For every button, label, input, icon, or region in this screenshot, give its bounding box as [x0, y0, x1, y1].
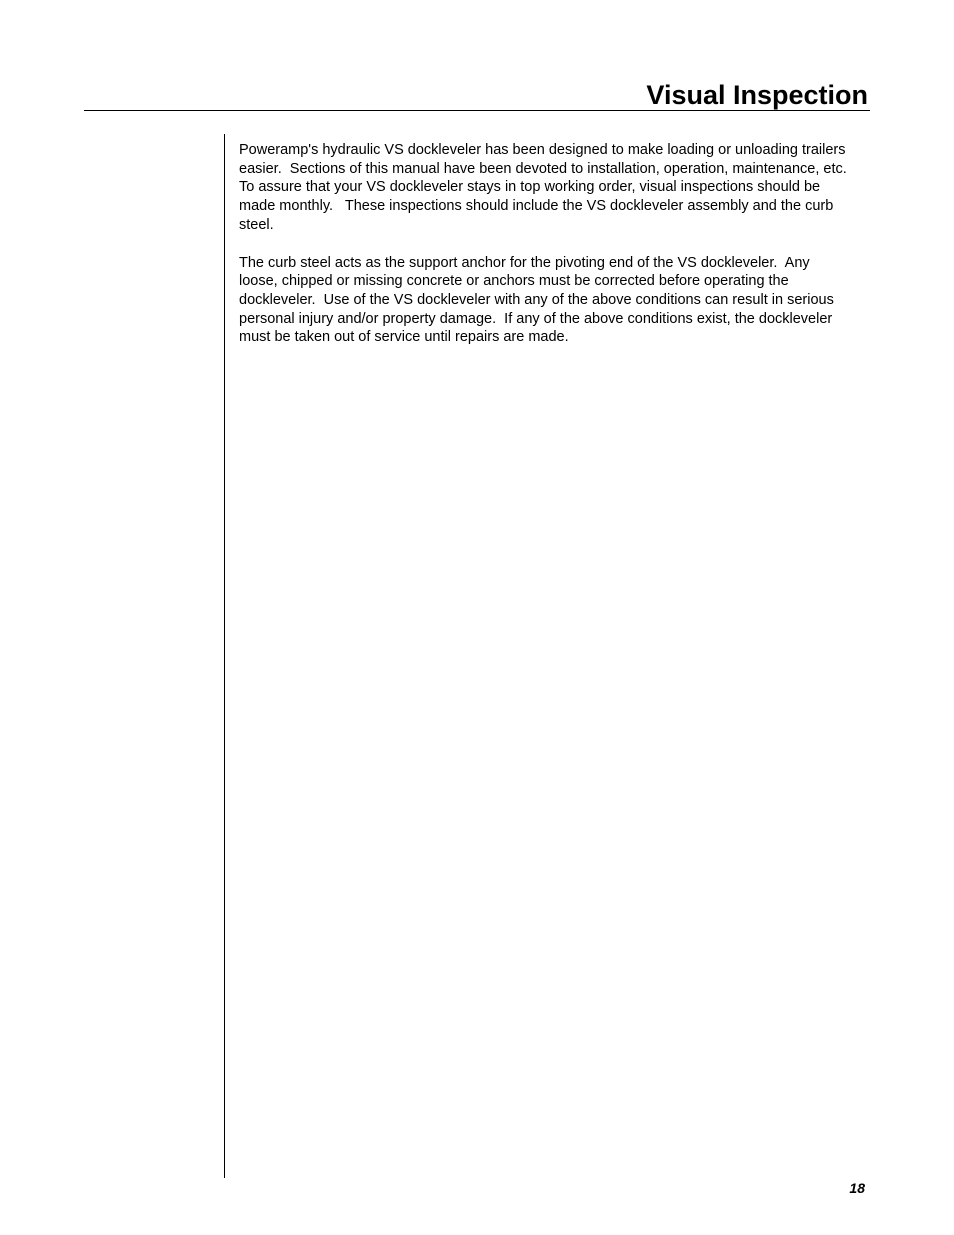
body-content — [239, 141, 855, 366]
column-rule — [224, 134, 225, 1178]
page-title: Visual Inspection — [646, 80, 868, 110]
paragraph-curb-steel: The curb steel acts as the support anchor for the pivoting end of the VS dockleveler. Any loose, chipped or missing concrete or anchors must be corrected before operating the dockleveler. Use of the VS dockleveler with any of the above conditions can result in serious personal injury and/or property damage. If any of the above conditions exist, the dockleveler must be taken out of service until repairs are made. — [239, 254, 838, 346]
paragraph-intro: Poweramp's hydraulic VS dockleveler has been designed to make loading or unloading trailers easier. Sections of this manual have been devoted to installation, operation, maintenance, etc. To assure that your VS dockleveler stays in top working order, visual inspections should be made monthly. These inspections should include the VS dockleveler assembly and the curb steel. — [239, 142, 855, 233]
header-rule — [84, 110, 870, 111]
page-number: 18 — [849, 1180, 865, 1196]
